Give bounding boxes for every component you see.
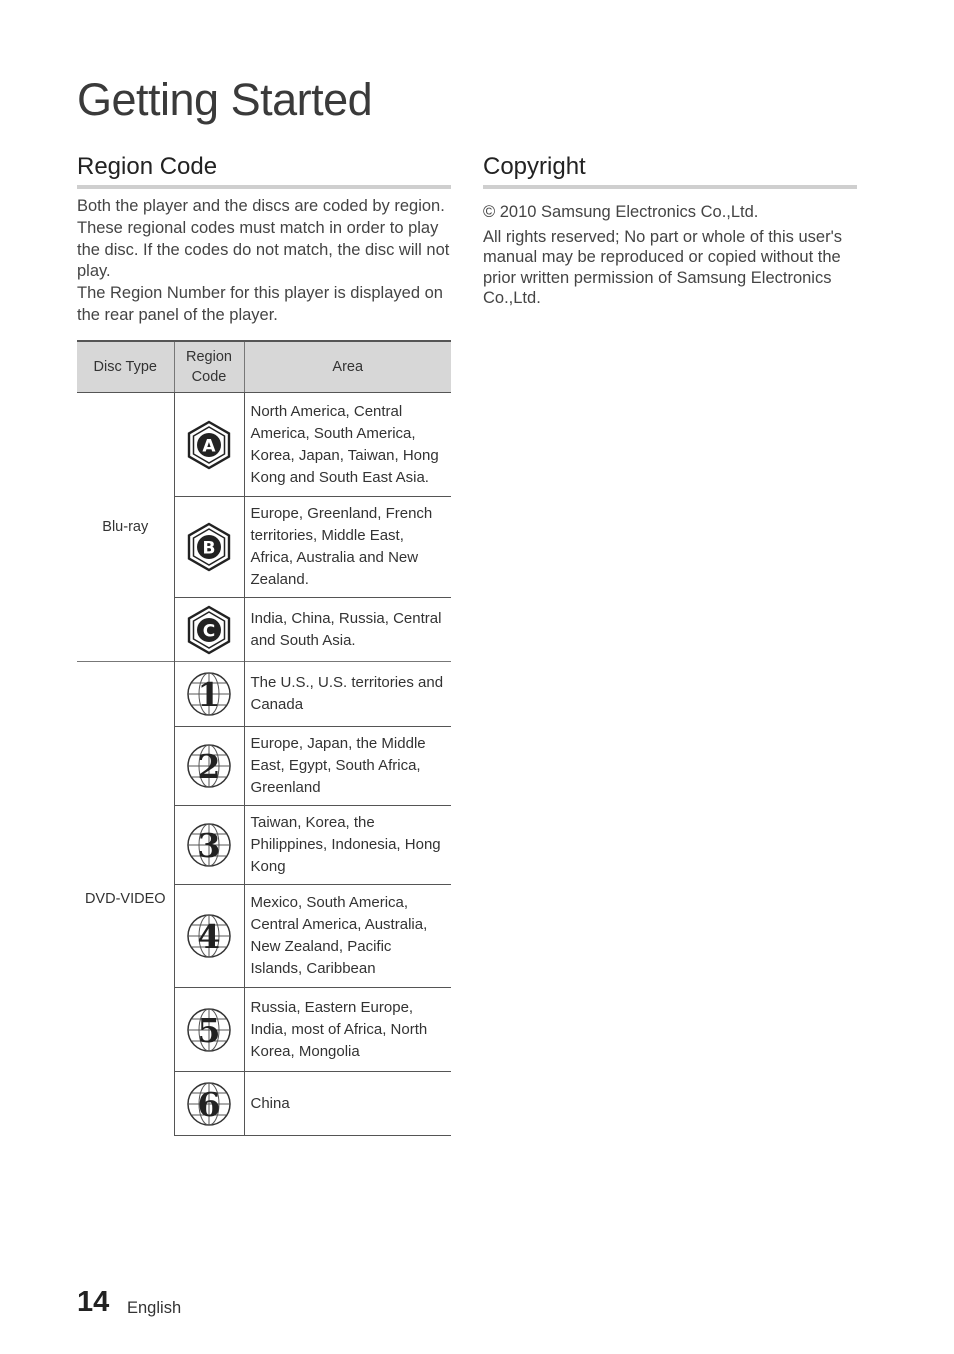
table-row	[77, 662, 451, 727]
dvd-region-5-icon	[185, 1006, 233, 1054]
dvd-region-2-icon	[185, 742, 233, 790]
region-code-paragraph-2: The Region Number for this player is displayed on the rear panel of the player.	[77, 284, 443, 324]
area-bluray-a: North America, Central America, South America, Korea, Japan, Taiwan, Hong Kong and South East Asia.	[244, 393, 451, 497]
copyright-notice: © 2010 Samsung Electronics Co.,Ltd.	[483, 203, 759, 221]
table-row	[77, 393, 451, 497]
region-code-paragraph-1: Both the player and the discs are coded by region. These regional codes must match in order to play the disc. If the codes do not match, the disc will not play.	[77, 197, 450, 281]
svg-text:2: 2	[197, 747, 221, 786]
dvd-region-6-icon	[185, 1080, 233, 1128]
svg-text:3: 3	[197, 826, 221, 865]
region-code-heading: Region Code	[77, 153, 218, 180]
page-number: 14	[77, 1286, 110, 1318]
svg-text:A: A	[202, 436, 216, 456]
area-dvd-1: The U.S., U.S. territories and Canada	[244, 662, 451, 727]
svg-text:B: B	[202, 538, 216, 559]
bluray-region-c-icon	[186, 605, 232, 655]
copyright-text	[483, 202, 857, 309]
disc-type-dvd: DVD-VIDEO	[77, 662, 174, 1136]
header-disc-type: Disc Type	[77, 341, 174, 393]
disc-type-bluray: Blu-ray	[77, 393, 174, 662]
dvd-region-1-icon	[185, 670, 233, 718]
area-dvd-3: Taiwan, Korea, the Philippines, Indonesia, Hong Kong	[244, 806, 451, 885]
copyright-heading: Copyright	[483, 153, 586, 180]
region-code-rule	[77, 185, 451, 189]
region-code-table	[77, 340, 451, 1136]
svg-text:1: 1	[197, 675, 221, 714]
bluray-region-a-icon	[186, 420, 232, 470]
copyright-rights: All rights reserved; No part or whole of this user's manual may be reproduced or copied without the prior written permission of Samsung Electronics Co.,Ltd.	[483, 227, 842, 307]
svg-text:5: 5	[197, 1010, 221, 1050]
dvd-region-4-icon	[185, 912, 233, 960]
copyright-rule	[483, 185, 857, 189]
dvd-region-3-icon	[185, 821, 233, 869]
region-code-text	[77, 196, 455, 327]
footer-language: English	[127, 1299, 182, 1317]
header-region-code: Region Code	[174, 341, 244, 393]
header-area: Area	[244, 341, 451, 393]
area-dvd-2: Europe, Japan, the Middle East, Egypt, South Africa, Greenland	[244, 727, 451, 806]
svg-text:4: 4	[197, 917, 221, 956]
area-dvd-6: China	[244, 1072, 451, 1136]
svg-text:C: C	[202, 621, 216, 641]
bluray-region-b-icon	[186, 522, 232, 572]
svg-text:6: 6	[197, 1084, 221, 1124]
area-dvd-4: Mexico, South America, Central America, Australia, New Zealand, Pacific Islands, Caribbean	[244, 885, 451, 988]
area-bluray-c: India, China, Russia, Central and South Asia.	[244, 598, 451, 662]
area-dvd-5: Russia, Eastern Europe, India, most of Africa, North Korea, Mongolia	[244, 988, 451, 1072]
table-header-row	[77, 341, 451, 393]
page-title: Getting Started	[77, 74, 373, 125]
area-bluray-b: Europe, Greenland, French territories, Middle East, Africa, Australia and New Zealand.	[244, 497, 451, 598]
